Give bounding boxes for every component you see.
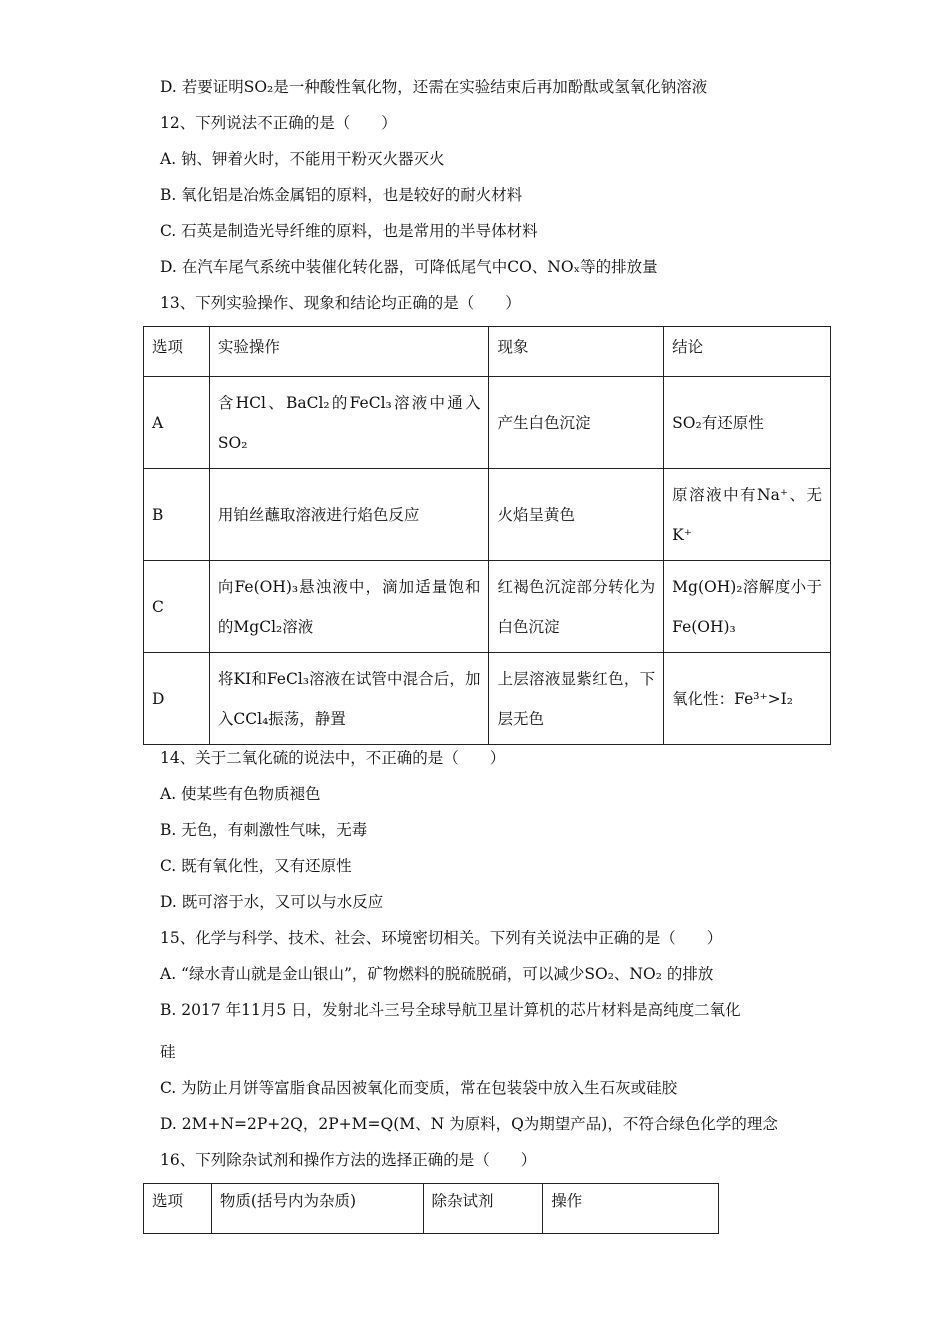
- q13-row-b-operation: 用铂丝蘸取溶液进行焰色反应: [209, 469, 489, 561]
- q16-header-operation: 操作: [543, 1184, 719, 1234]
- q16-header-reagent: 除杂试剂: [423, 1184, 543, 1234]
- q13-row-b-conclusion: 原溶液中有Na⁺、无K⁺: [664, 469, 831, 561]
- q12-stem: 12、下列说法不正确的是（ ）: [160, 114, 397, 132]
- q15-option-d: D. 2M+N=2P+2Q，2P+M=Q(M、N 为原料，Q为期望产品)，不符合绿色化学的理念: [160, 1115, 778, 1133]
- q13-header-operation: 实验操作: [209, 327, 489, 377]
- q13-row-c-operation: 向Fe(OH)₃悬浊液中，滴加适量饱和的MgCl₂溶液: [209, 561, 489, 653]
- q13-table: [143, 326, 831, 745]
- q13-row-c-conclusion: Mg(OH)₂溶解度小于Fe(OH)₃: [664, 561, 831, 653]
- q14-option-b: B. 无色，有刺激性气味，无毒: [160, 821, 368, 839]
- q13-row-a: [144, 377, 831, 469]
- q13-stem: 13、下列实验操作、现象和结论均正确的是（ ）: [160, 294, 521, 312]
- q13-row-d-conclusion: 氧化性：Fe³⁺>I₂: [664, 653, 831, 745]
- q12-option-b: B. 氧化铝是冶炼金属铝的原料，也是较好的耐火材料: [160, 186, 523, 204]
- q13-row-d-phenomenon: 上层溶液显紫红色，下层无色: [489, 653, 664, 745]
- q15-option-a: A. “绿水青山就是金山银山”，矿物燃料的脱硫脱硝，可以减少SO₂、NO₂ 的排放: [160, 965, 714, 983]
- q15-option-c: C. 为防止月饼等富脂食品因被氧化而变质，常在包装袋中放入生石灰或硅胶: [160, 1079, 678, 1097]
- q12-option-a: A. 钠、钾着火时，不能用干粉灭火器灭火: [160, 150, 445, 168]
- q13-row-b-option: B: [144, 469, 210, 561]
- q13-row-c-option: C: [144, 561, 210, 653]
- q13-row-d-operation: 将KI和FeCl₃溶液在试管中混合后，加入CCl₄振荡，静置: [209, 653, 489, 745]
- q16-header-substance: 物质(括号内为杂质): [211, 1184, 423, 1234]
- q13-row-a-option: A: [144, 377, 210, 469]
- q13-row-d: [144, 653, 831, 745]
- q13-row-b: [144, 469, 831, 561]
- q13-row-c: [144, 561, 831, 653]
- q11-option-d: D. 若要证明SO₂是一种酸性氧化物，还需在实验结束后再加酚酞或氢氧化钠溶液: [160, 78, 708, 96]
- q13-row-a-conclusion: SO₂有还原性: [664, 377, 831, 469]
- q15-stem: 15、化学与科学、技术、社会、环境密切相关。下列有关说法中正确的是（ ）: [160, 929, 723, 947]
- q13-row-c-phenomenon: 红褐色沉淀部分转化为白色沉淀: [489, 561, 664, 653]
- q12-option-d: D. 在汽车尾气系统中装催化转化器，可降低尾气中CO、NOₓ等的排放量: [160, 258, 658, 276]
- q13-header-conclusion: 结论: [664, 327, 831, 377]
- q16-header-row: [144, 1184, 719, 1234]
- q14-option-c: C. 既有氧化性，又有还原性: [160, 857, 352, 875]
- q13-header-option: 选项: [144, 327, 210, 377]
- q15-option-b-line1: B. 2017 年11月5 日，发射北斗三号全球导航卫星计算机的芯片材料是高纯度二氧化: [160, 1001, 741, 1019]
- q16-header-option: 选项: [144, 1184, 212, 1234]
- q14-option-a: A. 使某些有色物质褪色: [160, 785, 321, 803]
- q14-option-d: D. 既可溶于水，又可以与水反应: [160, 893, 384, 911]
- q13-row-a-operation: 含HCl、BaCl₂的FeCl₃溶液中通入SO₂: [209, 377, 489, 469]
- q13-row-b-phenomenon: 火焰呈黄色: [489, 469, 664, 561]
- q13-header-row: [144, 327, 831, 377]
- q14-stem: 14、关于二氧化硫的说法中，不正确的是（ ）: [160, 749, 506, 767]
- q12-option-c: C. 石英是制造光导纤维的原料，也是常用的半导体材料: [160, 222, 538, 240]
- q13-header-phenomenon: 现象: [489, 327, 664, 377]
- q13-row-a-phenomenon: 产生白色沉淀: [489, 377, 664, 469]
- q16-stem: 16、下列除杂试剂和操作方法的选择正确的是（ ）: [160, 1151, 537, 1169]
- q13-row-d-option: D: [144, 653, 210, 745]
- q16-table: [143, 1183, 719, 1234]
- q15-option-b-line2: 硅: [160, 1043, 176, 1061]
